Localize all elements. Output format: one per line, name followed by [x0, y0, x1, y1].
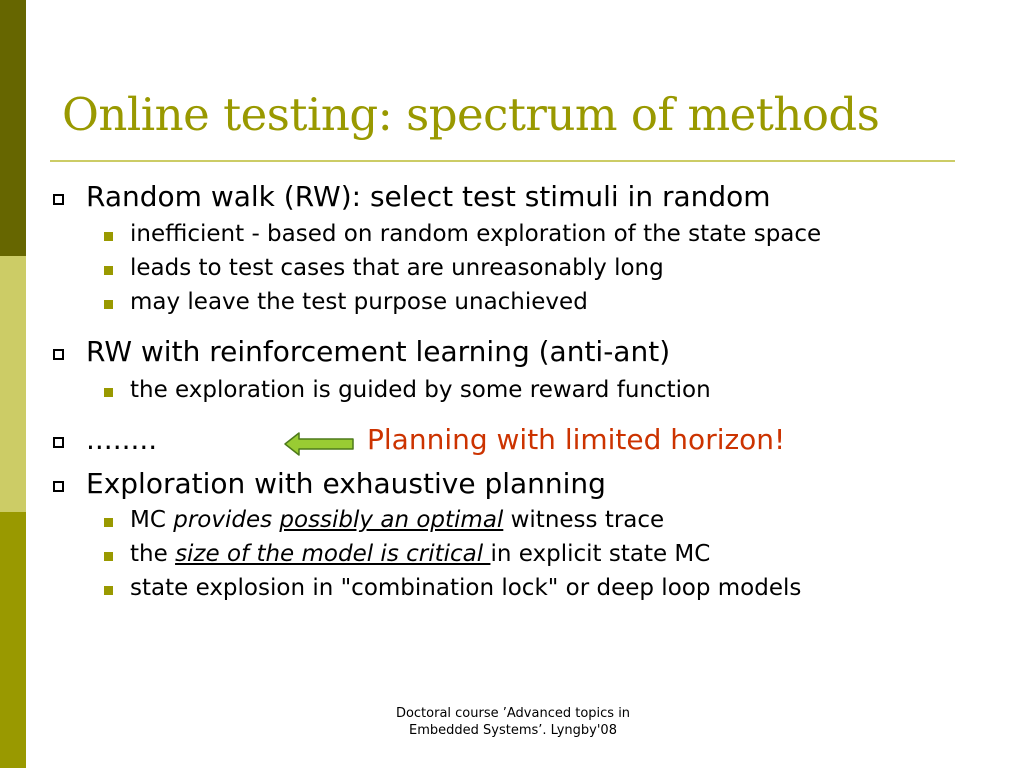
left-arrow-icon — [283, 431, 355, 457]
hollow-square-bullet-icon — [53, 194, 64, 205]
sub-bullet-unachieved: may leave the test purpose unachieved — [130, 289, 588, 315]
sub-text: MC — [130, 507, 174, 533]
bullet-random-walk: Random walk (RW): select test stimuli in random — [86, 180, 771, 213]
sub-text: witness trace — [503, 507, 665, 533]
square-sub-bullet-icon — [104, 266, 113, 275]
underlined-emphasis-text: possibly an optimal — [279, 507, 504, 533]
sub-text: the — [130, 541, 176, 567]
footer-line-2: Embedded Systems’. Lyngby'08 — [409, 723, 617, 738]
sub-bullet-model-size — [130, 541, 710, 567]
slide-footer — [373, 705, 653, 739]
sub-bullet-state-explosion: state explosion in "combination lock" or deep loop models — [130, 575, 802, 601]
sub-bullet-inefficient: inefficient - based on random exploration of the state space — [130, 221, 822, 247]
hollow-square-bullet-icon — [53, 481, 64, 492]
sub-bullet-reward-function: the exploration is guided by some reward function — [130, 377, 711, 403]
square-sub-bullet-icon — [104, 586, 113, 595]
emphasis-text: provides — [173, 507, 273, 533]
sub-text: in explicit state MC — [490, 541, 711, 567]
footer-line-1: Doctoral course ’Advanced topics in — [395, 706, 631, 721]
square-sub-bullet-icon — [104, 518, 113, 527]
underlined-emphasis-text: size of the model is critical — [175, 541, 491, 567]
planning-annotation: Planning with limited horizon! — [367, 423, 786, 456]
bullet-reinforcement-learning: RW with reinforcement learning (anti-ant) — [86, 335, 671, 368]
square-sub-bullet-icon — [104, 232, 113, 241]
bullet-exhaustive-planning: Exploration with exhaustive planning — [86, 467, 606, 500]
square-sub-bullet-icon — [104, 300, 113, 309]
sub-bullet-optimal-trace — [130, 507, 664, 533]
hollow-square-bullet-icon — [53, 437, 64, 448]
square-sub-bullet-icon — [104, 388, 113, 397]
sub-bullet-long-cases: leads to test cases that are unreasonably long — [130, 255, 664, 281]
square-sub-bullet-icon — [104, 552, 113, 561]
bullet-ellipsis: ........ — [86, 423, 158, 456]
slide-title: Online testing: spectrum of methods — [62, 88, 880, 141]
hollow-square-bullet-icon — [53, 349, 64, 360]
